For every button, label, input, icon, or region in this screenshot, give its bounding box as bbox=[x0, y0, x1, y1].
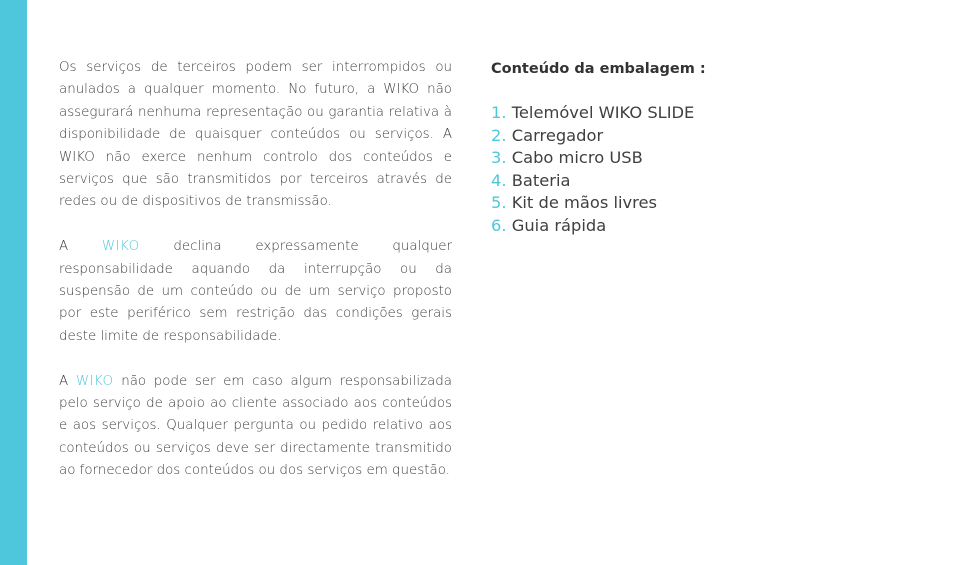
paragraph-third-party-services: Os serviços de terceiros podem ser interrompidos ou anulados a qualquer momento. No futuro, a WIKO não assegurará nenhuma representação ou garantia relativa à disponibilidade de quaisquer conteúdos ou serviços. A WIKO não exerce nenhum controlo dos conteúdos e serviços que são transmitidos por terceiros através de redes ou de dispositivos de transmissão. bbox=[59, 60, 452, 210]
list-item-label: Carregador bbox=[511, 125, 604, 145]
paragraph-body: declina expressamente qualquer responsabilidade aquando da interrupção ou da suspensão de um conteúdo ou de um serviço proposto por este periférico sem restrição das condições gerais deste limite de responsabilidade. bbox=[59, 239, 452, 344]
paragraph-prefix: A bbox=[59, 239, 69, 255]
list-item bbox=[491, 125, 911, 148]
package-contents-column bbox=[491, 58, 911, 238]
accent-side-bar bbox=[0, 0, 27, 565]
list-item-label: Cabo micro USB bbox=[511, 148, 643, 168]
list-item-number: 3. bbox=[491, 148, 507, 168]
list-item-number: 1. bbox=[491, 103, 507, 122]
disclaimer-column bbox=[59, 57, 452, 505]
list-item bbox=[491, 192, 911, 215]
list-item-number: 6. bbox=[491, 215, 507, 235]
list-item bbox=[491, 170, 911, 193]
paragraph-prefix: A bbox=[59, 373, 69, 389]
list-item bbox=[491, 215, 911, 238]
list-item-number: 5. bbox=[491, 193, 507, 213]
package-contents-title: Conteúdo da embalagem : bbox=[491, 61, 706, 77]
list-item bbox=[491, 147, 911, 170]
list-item-label: Bateria bbox=[511, 170, 571, 190]
list-item-label: Kit de mãos livres bbox=[511, 193, 657, 213]
list-item bbox=[491, 102, 911, 125]
paragraph-body: não pode ser em caso algum responsabilizada pelo serviço de apoio ao cliente associado aos conteúdos e aos serviços. Qualquer pergunta ou pedido relativo aos conteúdos ou serviços deve ser directamente transmitido ao fornecedor dos conteúdos ou dos serviços em questão. bbox=[59, 373, 452, 479]
package-contents-list bbox=[491, 102, 911, 238]
list-item-label: Guia rápida bbox=[511, 215, 607, 235]
paragraph-liability-disclaimer bbox=[59, 236, 452, 348]
paragraph-customer-support bbox=[59, 371, 452, 483]
list-item-number: 4. bbox=[491, 170, 507, 190]
list-item-label: Telemóvel WIKO SLIDE bbox=[511, 103, 695, 122]
list-item-number: 2. bbox=[491, 125, 507, 145]
brand-name: WIKO bbox=[101, 239, 140, 255]
brand-name: WIKO bbox=[75, 373, 114, 389]
